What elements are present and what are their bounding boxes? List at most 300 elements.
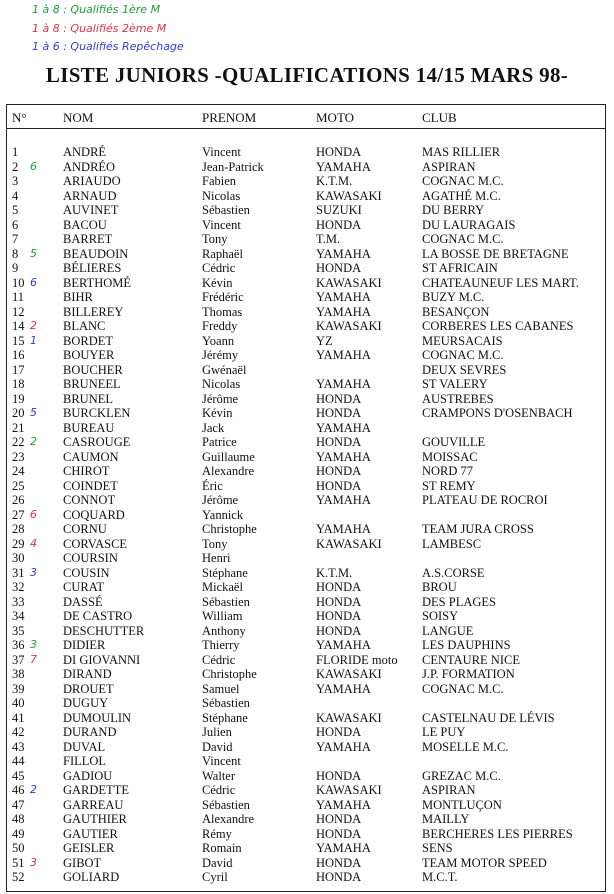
row-number: 4 <box>12 188 19 203</box>
rider-club: MONTLUÇON <box>422 797 502 812</box>
rider-club: CORBERES LES CABANES <box>422 319 574 333</box>
rider-first-name: Gwénaël <box>202 362 247 377</box>
rider-first-name: Jérôme <box>202 493 239 507</box>
table-row <box>6 219 606 231</box>
row-number: 48 <box>12 812 25 826</box>
row-number: 10 <box>12 275 25 290</box>
rider-club: AUSTREBES <box>422 391 494 406</box>
row-number: 23 <box>12 449 25 464</box>
rider-first-name: Kévin <box>202 406 233 420</box>
rider-moto: K.T.M. <box>316 565 353 580</box>
rider-moto: YAMAHA <box>316 420 371 435</box>
legend-second-final: 1 à 8 : Qualifiés 2ème M <box>32 22 167 35</box>
rider-club: CASTELNAU DE LÉVIS <box>422 710 555 725</box>
rider-last-name: AUVINET <box>63 203 119 217</box>
table-row <box>6 567 606 579</box>
table-row <box>6 451 606 463</box>
rider-first-name: Henri <box>202 551 231 565</box>
qualification-mark: 2 <box>30 435 37 448</box>
qualification-mark: 2 <box>30 319 37 332</box>
rider-first-name: Sébastien <box>202 797 250 812</box>
rider-moto: YAMAHA <box>316 797 371 812</box>
rider-first-name: Vincent <box>202 145 241 159</box>
rider-last-name: BOUYER <box>63 348 115 362</box>
rider-last-name: COINDET <box>63 478 118 493</box>
table-row <box>6 146 606 158</box>
rider-first-name: Jack <box>202 420 225 435</box>
rider-first-name: Cédric <box>202 783 236 797</box>
table-row <box>6 828 606 840</box>
row-number: 38 <box>12 667 25 681</box>
row-number: 26 <box>12 493 25 507</box>
rider-first-name: Romain <box>202 841 242 855</box>
rider-moto: HONDA <box>316 217 362 232</box>
row-number: 14 <box>12 319 25 333</box>
rider-first-name: Yannick <box>202 507 244 522</box>
header-prenom: PRENOM <box>202 110 257 125</box>
qualification-mark: 2 <box>30 783 37 796</box>
rider-last-name: COURSIN <box>63 551 118 565</box>
rider-first-name: Alexandre <box>202 464 255 478</box>
header-nom: NOM <box>63 110 94 125</box>
rider-moto: HONDA <box>316 725 362 739</box>
qualification-mark: 7 <box>30 652 37 666</box>
rider-moto: YAMAHA <box>316 739 371 754</box>
table-row <box>6 291 606 303</box>
row-number: 8 <box>12 246 19 261</box>
rider-first-name: Guillaume <box>202 449 255 464</box>
rider-last-name: BUREAU <box>63 420 115 435</box>
rider-moto: KAWASAKI <box>316 536 382 551</box>
rider-moto: HONDA <box>316 594 362 609</box>
row-number: 40 <box>12 696 25 710</box>
rider-moto: KAWASAKI <box>316 275 382 290</box>
table-row <box>6 161 606 173</box>
row-number: 19 <box>12 391 25 406</box>
rider-first-name: Raphaël <box>202 246 243 261</box>
header-club: CLUB <box>422 110 457 125</box>
table-row <box>6 277 606 289</box>
rider-club: ST REMY <box>422 478 476 493</box>
row-number: 12 <box>12 304 25 319</box>
rider-last-name: CURAT <box>63 580 104 594</box>
rider-club: LANGUE <box>422 623 474 638</box>
rider-moto: HONDA <box>316 855 362 870</box>
row-number: 22 <box>12 435 25 449</box>
table-row <box>6 770 606 782</box>
rider-last-name: BÉLIERES <box>63 261 122 275</box>
rider-last-name: DI GIOVANNI <box>63 652 141 667</box>
rider-club: LES DAUPHINS <box>422 638 511 652</box>
rider-club: TEAM MOTOR SPEED <box>422 855 547 870</box>
rider-club: ST VALERY <box>422 377 488 391</box>
rider-club: CENTAURE NICE <box>422 652 520 667</box>
row-number: 9 <box>12 261 19 275</box>
row-number: 25 <box>12 478 25 493</box>
rider-last-name: GARDETTE <box>63 783 129 797</box>
table-row <box>6 364 606 376</box>
rider-first-name: Mickaël <box>202 580 243 594</box>
rider-last-name: CASROUGE <box>63 435 131 449</box>
table-row <box>6 378 606 390</box>
rider-first-name: David <box>202 739 233 754</box>
rider-last-name: BURCKLEN <box>63 406 131 420</box>
table-row <box>6 625 606 637</box>
table-row <box>6 552 606 564</box>
row-number: 50 <box>12 841 25 855</box>
rider-last-name: CONNOT <box>63 493 116 507</box>
rider-moto: KAWASAKI <box>316 783 382 797</box>
rider-first-name: Freddy <box>202 319 238 333</box>
table-row <box>6 784 606 796</box>
rider-last-name: ANDRÉO <box>63 159 116 174</box>
rider-club: GOUVILLE <box>422 435 486 449</box>
row-number: 24 <box>12 464 25 478</box>
rider-club: LA BOSSE DE BRETAGNE <box>422 246 569 261</box>
table-row <box>6 871 606 883</box>
rider-first-name: Thierry <box>202 638 240 652</box>
rider-club: J.P. FORMATION <box>422 667 515 681</box>
rider-moto: HONDA <box>316 478 362 493</box>
rider-last-name: DIDIER <box>63 638 106 652</box>
rider-last-name: GIBOT <box>63 855 102 870</box>
row-number: 31 <box>12 565 25 580</box>
rider-moto: FLORIDE moto <box>316 652 398 667</box>
rider-first-name: Vincent <box>202 754 241 768</box>
rider-moto: YAMAHA <box>316 841 371 855</box>
rider-last-name: DURAND <box>63 725 117 739</box>
table-row <box>6 509 606 521</box>
row-number: 52 <box>12 870 25 884</box>
table-row <box>6 248 606 260</box>
rider-club: COGNAC M.C. <box>422 232 504 246</box>
rider-first-name: Tony <box>202 232 228 246</box>
qualification-mark: 6 <box>30 275 37 289</box>
rider-club: TEAM JURA CROSS <box>422 522 534 536</box>
rider-last-name: DUMOULIN <box>63 710 132 725</box>
rider-last-name: GARREAU <box>63 797 124 812</box>
rider-first-name: William <box>202 609 243 623</box>
rider-first-name: Cyril <box>202 870 228 884</box>
table-row <box>6 639 606 651</box>
rider-first-name: Cédric <box>202 652 236 667</box>
rider-last-name: ARIAUDO <box>63 174 121 188</box>
rider-last-name: COQUARD <box>63 507 125 522</box>
row-number: 32 <box>12 580 25 594</box>
rider-club: ST AFRICAIN <box>422 261 498 275</box>
header-moto: MOTO <box>316 110 355 125</box>
rider-moto: KAWASAKI <box>316 319 382 333</box>
row-number: 33 <box>12 594 25 609</box>
row-number: 47 <box>12 797 25 812</box>
rider-club: GREZAC M.C. <box>422 768 501 783</box>
rider-moto: YAMAHA <box>316 348 371 362</box>
table-row <box>6 175 606 187</box>
row-number: 18 <box>12 377 25 391</box>
rider-first-name: Sébastien <box>202 594 250 609</box>
rider-club: DES PLAGES <box>422 594 496 609</box>
rider-first-name: Yoann <box>202 333 235 348</box>
qualification-mark: 3 <box>30 638 37 651</box>
qualification-mark: 5 <box>30 246 37 260</box>
table-row <box>6 581 606 593</box>
table-row <box>6 335 606 347</box>
rider-club: NORD 77 <box>422 464 474 478</box>
table-row <box>6 842 606 854</box>
row-number: 3 <box>12 174 19 188</box>
rider-last-name: GADIOU <box>63 768 113 783</box>
table-row <box>6 712 606 724</box>
rider-first-name: Walter <box>202 768 236 783</box>
rider-last-name: DIRAND <box>63 667 112 681</box>
rider-club: LE PUY <box>422 725 466 739</box>
rider-first-name: Frédéric <box>202 290 244 304</box>
rider-first-name: Vincent <box>202 217 241 232</box>
rider-moto: SUZUKI <box>316 203 362 217</box>
table-row <box>6 610 606 622</box>
rider-first-name: Nicolas <box>202 188 241 203</box>
rider-first-name: Sébastien <box>202 696 250 710</box>
table-row <box>6 697 606 709</box>
rider-last-name: ARNAUD <box>63 188 117 203</box>
table-row <box>6 436 606 448</box>
row-number: 29 <box>12 536 25 551</box>
row-number: 41 <box>12 710 25 725</box>
table-row <box>6 465 606 477</box>
rider-club: MOSELLE M.C. <box>422 739 509 754</box>
row-number: 45 <box>12 768 25 783</box>
table-row <box>6 654 606 666</box>
table-row <box>6 349 606 361</box>
rider-moto: YAMAHA <box>316 304 371 319</box>
rider-last-name: BOUCHER <box>63 362 123 377</box>
rider-first-name: Samuel <box>202 681 240 696</box>
legend-repechage: 1 à 6 : Qualifiés Repêchage <box>32 40 184 53</box>
rider-moto: HONDA <box>316 870 362 884</box>
rider-club: SENS <box>422 841 453 855</box>
table-row <box>6 726 606 738</box>
row-number: 11 <box>12 290 25 304</box>
row-number: 51 <box>12 855 25 870</box>
header-num: N° <box>12 110 27 125</box>
row-number: 30 <box>12 551 25 565</box>
rider-moto: HONDA <box>316 261 362 275</box>
rider-last-name: BRUNEEL <box>63 377 121 391</box>
rider-moto: K.T.M. <box>316 174 353 188</box>
rider-moto: YAMAHA <box>316 493 371 507</box>
row-number: 20 <box>12 406 25 420</box>
rider-moto: KAWASAKI <box>316 710 382 725</box>
row-number: 39 <box>12 681 25 696</box>
rider-first-name: Jérémy <box>202 348 239 362</box>
rider-last-name: DE CASTRO <box>63 609 133 623</box>
rider-moto: YAMAHA <box>316 377 371 391</box>
rider-last-name: BRUNEL <box>63 391 113 406</box>
rider-moto: YAMAHA <box>316 290 371 304</box>
rider-moto: YAMAHA <box>316 681 371 696</box>
rider-first-name: David <box>202 855 233 870</box>
table-row <box>6 262 606 274</box>
table-row <box>6 596 606 608</box>
row-number: 42 <box>12 725 25 739</box>
row-number: 28 <box>12 522 25 536</box>
row-number: 35 <box>12 623 25 638</box>
table-row <box>6 668 606 680</box>
rider-first-name: Rémy <box>202 826 232 841</box>
row-number: 5 <box>12 203 19 217</box>
header-divider <box>6 128 606 129</box>
rider-last-name: CHIROT <box>63 464 110 478</box>
rider-first-name: Kévin <box>202 275 233 290</box>
row-number: 1 <box>12 145 19 159</box>
row-number: 36 <box>12 638 25 652</box>
rider-first-name: Julien <box>202 725 232 739</box>
rider-last-name: CAUMON <box>63 449 119 464</box>
qualification-mark: 3 <box>30 855 37 869</box>
table-row <box>6 480 606 492</box>
rider-club: CHATEAUNEUF LES MART. <box>422 275 580 290</box>
table-row <box>6 190 606 202</box>
qualification-mark: 6 <box>30 507 37 521</box>
rider-first-name: Nicolas <box>202 377 241 391</box>
rider-moto: KAWASAKI <box>316 667 382 681</box>
rider-club: COGNAC M.C. <box>422 348 504 362</box>
table-row <box>6 523 606 535</box>
rider-club: PLATEAU DE ROCROI <box>422 493 548 507</box>
rider-moto: YAMAHA <box>316 246 371 261</box>
rider-club: LAMBESC <box>422 536 482 551</box>
rider-first-name: Christophe <box>202 667 257 681</box>
rider-last-name: DUVAL <box>63 739 106 754</box>
rider-last-name: GEISLER <box>63 841 115 855</box>
row-number: 27 <box>12 507 25 522</box>
rider-club: DU BERRY <box>422 203 485 217</box>
row-number: 17 <box>12 362 25 377</box>
rider-last-name: CORVASCE <box>63 536 128 551</box>
table-row <box>6 813 606 825</box>
rider-last-name: COUSIN <box>63 565 110 580</box>
rider-first-name: Thomas <box>202 304 243 319</box>
rider-last-name: BILLEREY <box>63 304 124 319</box>
rider-moto: HONDA <box>316 406 362 420</box>
rider-last-name: GOLIARD <box>63 870 120 884</box>
rider-club: DU LAURAGAIS <box>422 217 516 232</box>
table-row <box>6 538 606 550</box>
table-row <box>6 393 606 405</box>
rider-moto: YAMAHA <box>316 522 371 536</box>
legend-first-final: 1 à 8 : Qualifiés 1ère M <box>32 3 161 16</box>
rider-moto: HONDA <box>316 391 362 406</box>
rider-first-name: Alexandre <box>202 812 255 826</box>
row-number: 16 <box>12 348 25 362</box>
qualification-mark: 3 <box>30 565 37 579</box>
rider-last-name: DUGUY <box>63 696 109 710</box>
rider-first-name: Patrice <box>202 435 237 449</box>
rider-club: SOISY <box>422 609 459 623</box>
rider-moto: HONDA <box>316 826 362 841</box>
rider-moto: YZ <box>316 333 333 348</box>
rider-last-name: DASSÉ <box>63 594 103 609</box>
rider-moto: YAMAHA <box>316 638 371 652</box>
rider-moto: YAMAHA <box>316 159 371 174</box>
rider-first-name: Anthony <box>202 623 246 638</box>
table-row <box>6 233 606 245</box>
qualification-mark: 1 <box>30 333 37 347</box>
qualification-mark: 5 <box>30 406 37 419</box>
table-row <box>6 422 606 434</box>
rider-last-name: BACOU <box>63 217 107 232</box>
table-row <box>6 683 606 695</box>
rider-moto: T.M. <box>316 232 341 246</box>
table-row <box>6 755 606 767</box>
rider-moto: YAMAHA <box>316 449 371 464</box>
qualification-mark: 6 <box>30 159 37 173</box>
table-row <box>6 320 606 332</box>
rider-moto: HONDA <box>316 623 362 638</box>
row-number: 46 <box>12 783 25 797</box>
row-number: 21 <box>12 420 25 435</box>
rider-club: BERCHERES LES PIERRES <box>422 826 573 841</box>
rider-first-name: Cédric <box>202 261 236 275</box>
page-title: LISTE JUNIORS -QUALIFICATIONS 14/15 MARS 98- <box>45 63 569 87</box>
rider-last-name: BERTHOMÉ <box>63 275 131 290</box>
rider-last-name: GAUTHIER <box>63 812 127 826</box>
table-row <box>6 494 606 506</box>
rider-first-name: Jérôme <box>202 391 239 406</box>
rider-last-name: BEAUDOIN <box>63 246 129 261</box>
rider-club: BROU <box>422 580 457 594</box>
rider-moto: HONDA <box>316 768 362 783</box>
rider-first-name: Tony <box>202 536 228 551</box>
rider-club: MOISSAC <box>422 449 478 464</box>
row-number: 43 <box>12 739 25 754</box>
qualification-mark: 4 <box>30 536 37 550</box>
rider-moto: HONDA <box>316 580 362 594</box>
rider-last-name: BLANC <box>63 319 106 333</box>
rider-club: AGATHÉ M.C. <box>422 188 501 203</box>
rider-moto: KAWASAKI <box>316 188 382 203</box>
rider-last-name: ANDRÉ <box>63 145 107 159</box>
row-number: 37 <box>12 652 25 667</box>
rider-first-name: Sébastien <box>202 203 250 217</box>
table-row <box>6 306 606 318</box>
rider-moto: HONDA <box>316 609 362 623</box>
table-row <box>6 741 606 753</box>
rider-first-name: Éric <box>202 478 223 493</box>
rider-last-name: DROUET <box>63 681 114 696</box>
rider-moto: HONDA <box>316 812 362 826</box>
row-number: 44 <box>12 754 25 768</box>
rider-first-name: Stéphane <box>202 710 248 725</box>
table-row <box>6 407 606 419</box>
rider-club: MAILLY <box>422 812 470 826</box>
row-number: 6 <box>12 217 19 232</box>
rider-last-name: DESCHUTTER <box>63 623 145 638</box>
rider-last-name: CORNU <box>63 522 107 536</box>
row-number: 15 <box>12 333 25 348</box>
rider-club: MEURSACAIS <box>422 333 503 348</box>
rider-first-name: Jean-Patrick <box>202 159 264 174</box>
rider-first-name: Stéphane <box>202 565 248 580</box>
rider-club: CRAMPONS D'OSENBACH <box>422 406 573 420</box>
rider-club: COGNAC M.C. <box>422 174 504 188</box>
rider-last-name: GAUTIER <box>63 826 118 841</box>
rider-club: COGNAC M.C. <box>422 681 504 696</box>
row-number: 34 <box>12 609 25 623</box>
rider-moto: HONDA <box>316 145 362 159</box>
row-number: 2 <box>12 159 19 174</box>
rider-last-name: BARRET <box>63 232 113 246</box>
